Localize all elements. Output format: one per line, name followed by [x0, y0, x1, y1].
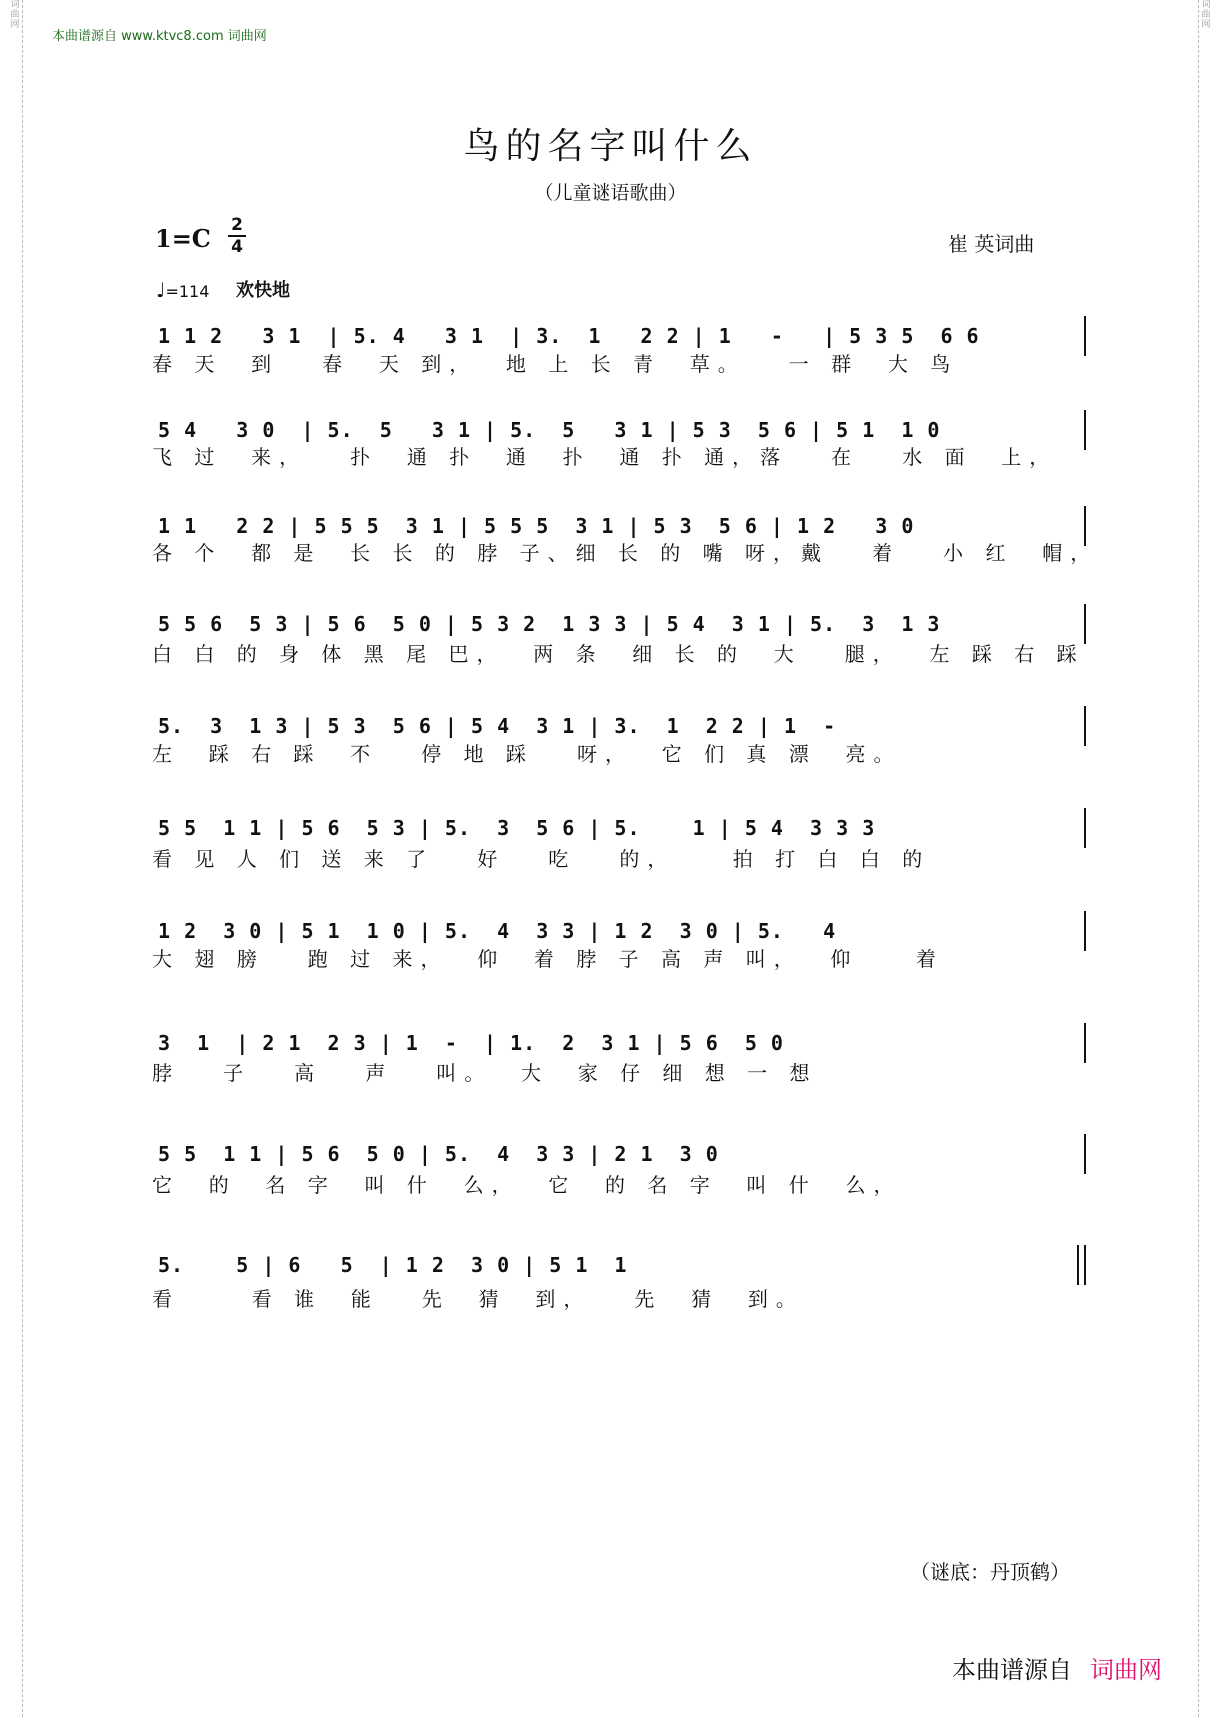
tempo-mark	[156, 278, 209, 302]
lyric-line: 大 翅 膀 跑 过 来， 仰 着 脖 子 高 声 叫， 仰 着	[152, 947, 944, 971]
notation-notes: 5 5 1 1 | 5 6 5 3 | 5. 3 5 6 | 5. 1 | 5 4 3 3 3	[158, 816, 876, 840]
side-watermark: 词曲网	[1201, 0, 1211, 30]
time-signature-bottom: 4	[231, 237, 243, 257]
final-barline	[1077, 1245, 1079, 1285]
lyric-line: 它 的 名 字 叫 什 么， 它 的 名 字 叫 什 么，	[152, 1173, 902, 1197]
notation-notes: 5 5 6 5 3 | 5 6 5 0 | 5 3 2 1 3 3 | 5 4 3 1 | 5. 3 1 3	[158, 612, 941, 636]
notation-notes: 3 1 | 2 1 2 3 | 1 - | 1. 2 3 1 | 5 6 5 0	[158, 1031, 784, 1055]
notation-notes: 5. 5 | 6 5 | 1 2 3 0 | 5 1 1	[158, 1253, 628, 1277]
brand-name: 词曲网	[1090, 1656, 1162, 1684]
expression-mark: 欢快地	[236, 280, 290, 301]
song-subtitle: （儿童谜语歌曲）	[534, 182, 687, 204]
notation-row	[152, 1241, 1086, 1289]
song-title: 鸟的名字叫什么	[463, 126, 758, 167]
notation-notes: 5. 3 1 3 | 5 3 5 6 | 5 4 3 1 | 3. 1 2 2 | 1 -	[158, 714, 837, 738]
lyric-line: 看 见 人 们 送 来 了 好 吃 的， 拍 打 白 白 的	[152, 847, 931, 871]
source-label: 本曲谱源自	[952, 1656, 1072, 1684]
lyric-line: 左 踩 右 踩 不 停 地 踩 呀， 它 们 真 漂 亮。	[152, 742, 902, 766]
lyric-line: 看 看 谁 能 先 猜 到， 先 猜 到。	[152, 1287, 804, 1311]
quarter-note-icon: ♩	[156, 278, 166, 302]
lyric-line: 各 个 都 是 长 长 的 脖 子、细 长 的 嘴 呀，戴 着 小 红 帽，	[152, 541, 1099, 565]
notation-notes: 1 1 2 2 | 5 5 5 3 1 | 5 5 5 3 1 | 5 3 5 6 | 1 2 3 0	[158, 514, 915, 538]
key-signature: 1=C	[155, 224, 211, 253]
lyric-line: 春 天 到 春 天 到， 地 上 长 青 草。 一 群 大 鸟	[152, 352, 959, 376]
end-barline	[1084, 1134, 1086, 1174]
right-watermark-strip	[1198, 0, 1213, 1717]
notation-notes: 5 4 3 0 | 5. 5 3 1 | 5. 5 3 1 | 5 3 5 6 | 5 1 1 0	[158, 418, 941, 442]
time-signature	[226, 216, 248, 256]
lyric-line: 白 白 的 身 体 黑 尾 巴， 两 条 细 长 的 大 腿， 左 踩 右 踩	[152, 642, 1085, 666]
source-note-top: 本曲谱源自 www.ktvc8.com 词曲网	[52, 29, 267, 44]
side-watermark: 词曲网	[10, 0, 20, 30]
notation-notes: 5 5 1 1 | 5 6 5 0 | 5. 4 3 3 | 2 1 3 0	[158, 1142, 719, 1166]
riddle-answer: （谜底：丹顶鹤）	[910, 1560, 1070, 1584]
notation-notes: 1 2 3 0 | 5 1 1 0 | 5. 4 3 3 | 1 2 3 0 | 5. 4	[158, 919, 837, 943]
end-barline	[1084, 808, 1086, 848]
tempo-value: =114	[165, 282, 210, 301]
time-signature-top: 2	[231, 215, 243, 235]
author-credit: 崔 英词曲	[948, 232, 1035, 256]
lyric-line: 飞 过 来， 扑 通 扑 通 扑 通 扑 通，落 在 水 面 上，	[152, 445, 1058, 469]
source-note-bottom	[952, 1650, 1162, 1685]
notation-notes: 1 1 2 3 1 | 5. 4 3 1 | 3. 1 2 2 | 1 - | 5 3 5 6 6	[158, 324, 980, 348]
lyric-line: 脖 子 高 声 叫。 大 家 仔 细 想 一 想	[152, 1061, 818, 1085]
end-barline	[1084, 1245, 1086, 1285]
left-watermark-strip	[8, 0, 23, 1717]
